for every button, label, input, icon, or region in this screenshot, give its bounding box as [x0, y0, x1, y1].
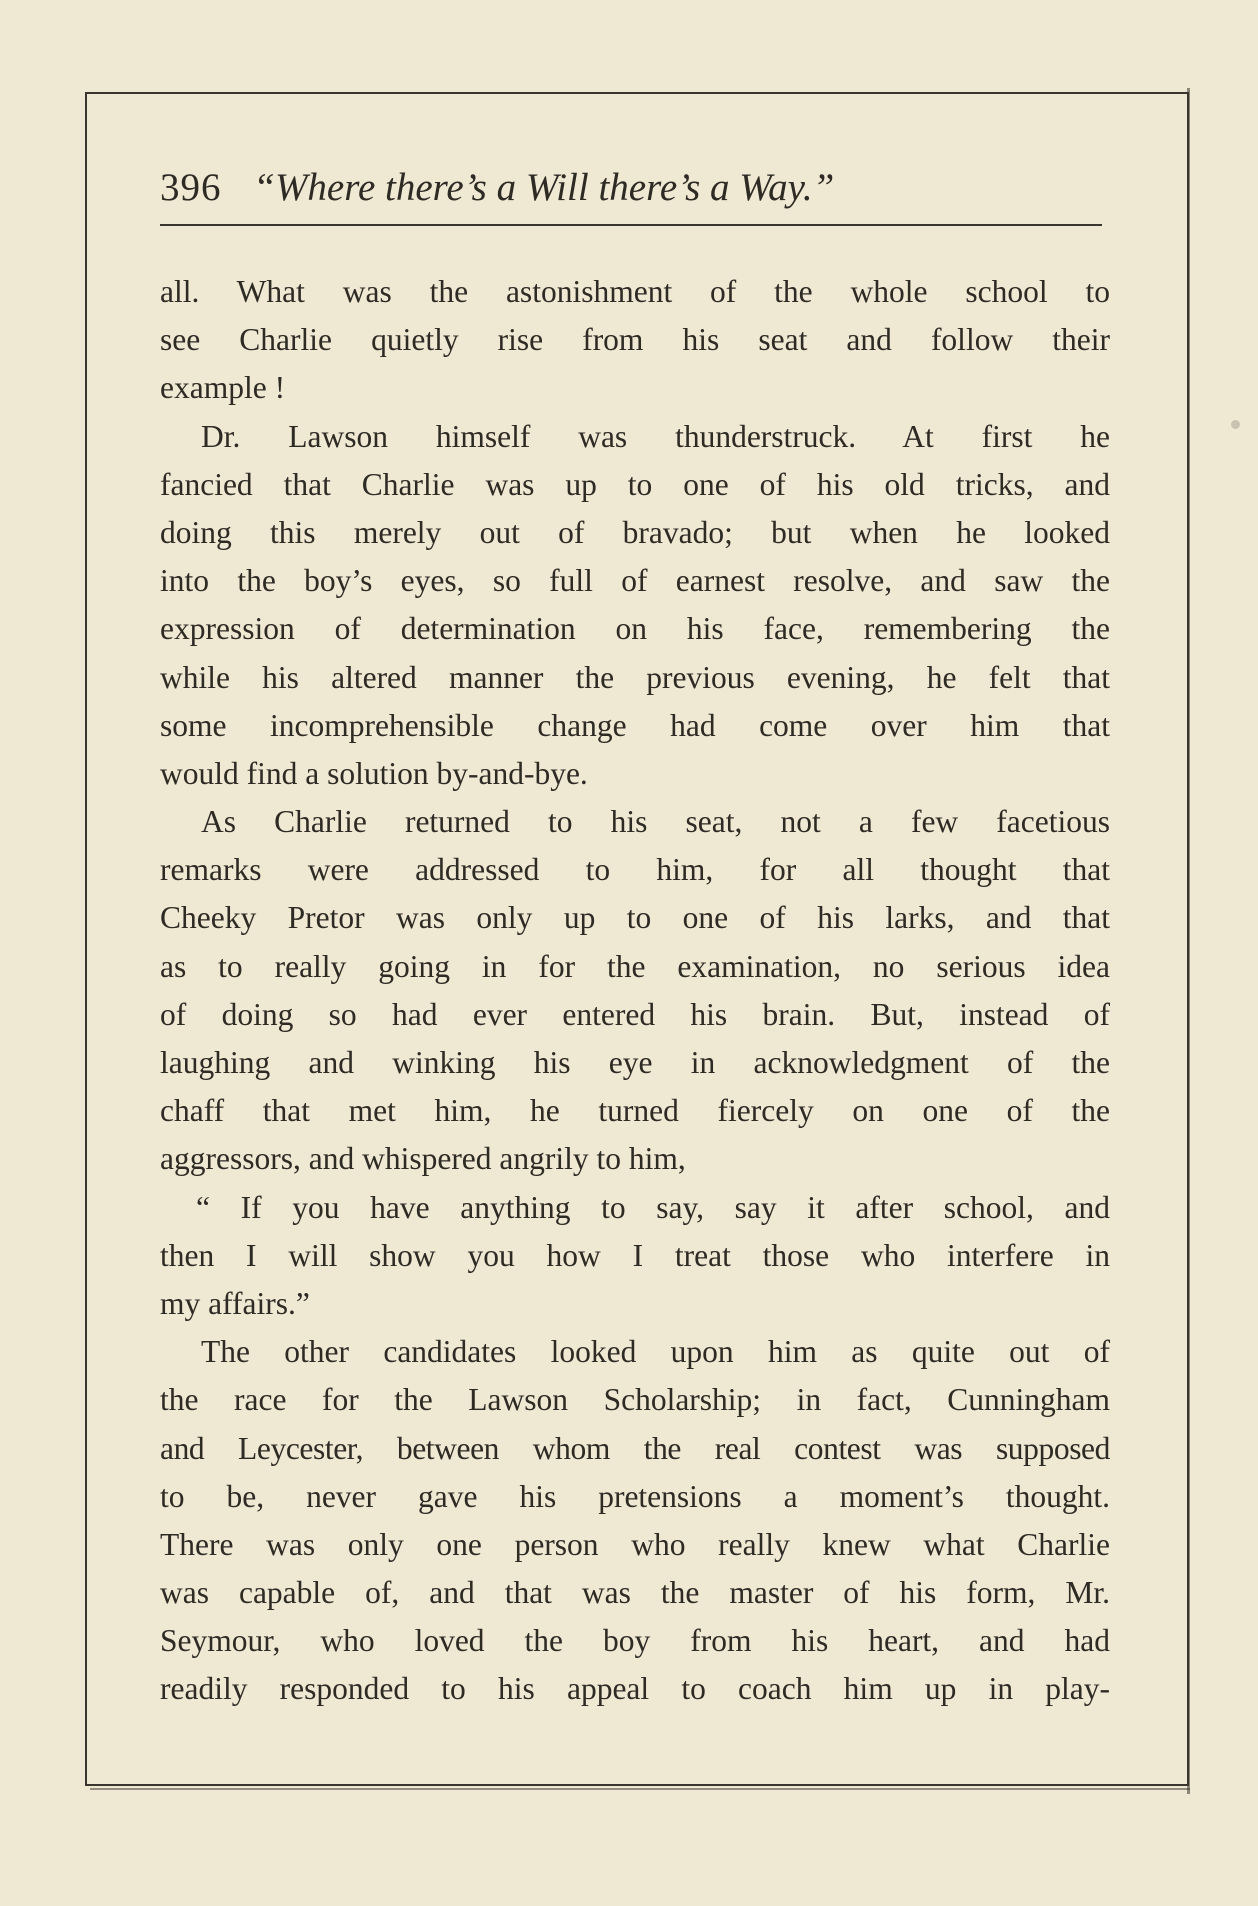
text-line: some incomprehensible change had come over him that [160, 707, 1110, 743]
text-line: see Charlie quietly rise from his seat and follow their [160, 322, 1110, 358]
page-border-shadow-bottom [90, 1788, 1190, 1790]
body-text [160, 268, 1110, 1714]
text-line: while his altered manner the previous evening, he felt that [160, 659, 1110, 695]
text-line: the race for the Lawson Scholarship; in fact, Cunningham [160, 1382, 1110, 1418]
text-line: fancied that Charlie was up to one of his old tricks, and [160, 466, 1110, 502]
text-line: laughing and winking his eye in acknowledgment of the [160, 1045, 1110, 1080]
text-line: and Leycester, between whom the real contest was supposed [160, 1430, 1110, 1466]
text-line: would find a solution by-and-bye. [160, 755, 588, 791]
text-line: into the boy’s eyes, so full of earnest resolve, and saw the [160, 563, 1110, 599]
page-border-shadow-right [1187, 88, 1190, 1794]
text-line: all. What was the astonishment of the whole school to [160, 274, 1110, 309]
text-line: Seymour, who loved the boy from his heart, and had [160, 1623, 1110, 1659]
text-line: of doing so had ever entered his brain. But, instead of [160, 996, 1110, 1032]
text-line: remarks were addressed to him, for all thought that [160, 852, 1110, 888]
text-line: was capable of, and that was the master of his form, Mr. [160, 1575, 1110, 1611]
text-line: to be, never gave his pretensions a moment’s thought. [160, 1478, 1110, 1514]
text-line: chaff that met him, he turned fiercely on one of the [160, 1093, 1110, 1129]
text-line: expression of determination on his face, remembering the [160, 611, 1110, 647]
text-line: As Charlie returned to his seat, not a few facetious [201, 804, 1110, 840]
text-line: Dr. Lawson himself was thunderstruck. At first he [201, 418, 1110, 454]
text-line: then I will show you how I treat those who interfere in [160, 1237, 1110, 1273]
page-number: 396 [160, 166, 222, 209]
text-line: readily responded to his appeal to coach him up in play- [160, 1671, 1110, 1707]
text-line: example ! [160, 370, 286, 406]
text-line: my affairs.” [160, 1285, 310, 1321]
running-head [160, 158, 1110, 218]
text-line: There was only one person who really knew what Charlie [160, 1526, 1110, 1562]
header-rule [160, 224, 1102, 226]
text-line: Cheeky Pretor was only up to one of his larks, and that [160, 900, 1110, 936]
text-line: The other candidates looked upon him as quite out of [201, 1334, 1110, 1370]
running-title: “Where there’s a Will there’s a Way.” [253, 166, 835, 209]
text-line: “ If you have anything to say, say it after school, and [196, 1189, 1110, 1225]
text-line: doing this merely out of bravado; but when he looked [160, 514, 1110, 550]
paper-speck [1231, 420, 1240, 429]
text-line: aggressors, and whispered angrily to him, [160, 1141, 686, 1177]
text-line: as to really going in for the examination, no serious idea [160, 948, 1110, 984]
